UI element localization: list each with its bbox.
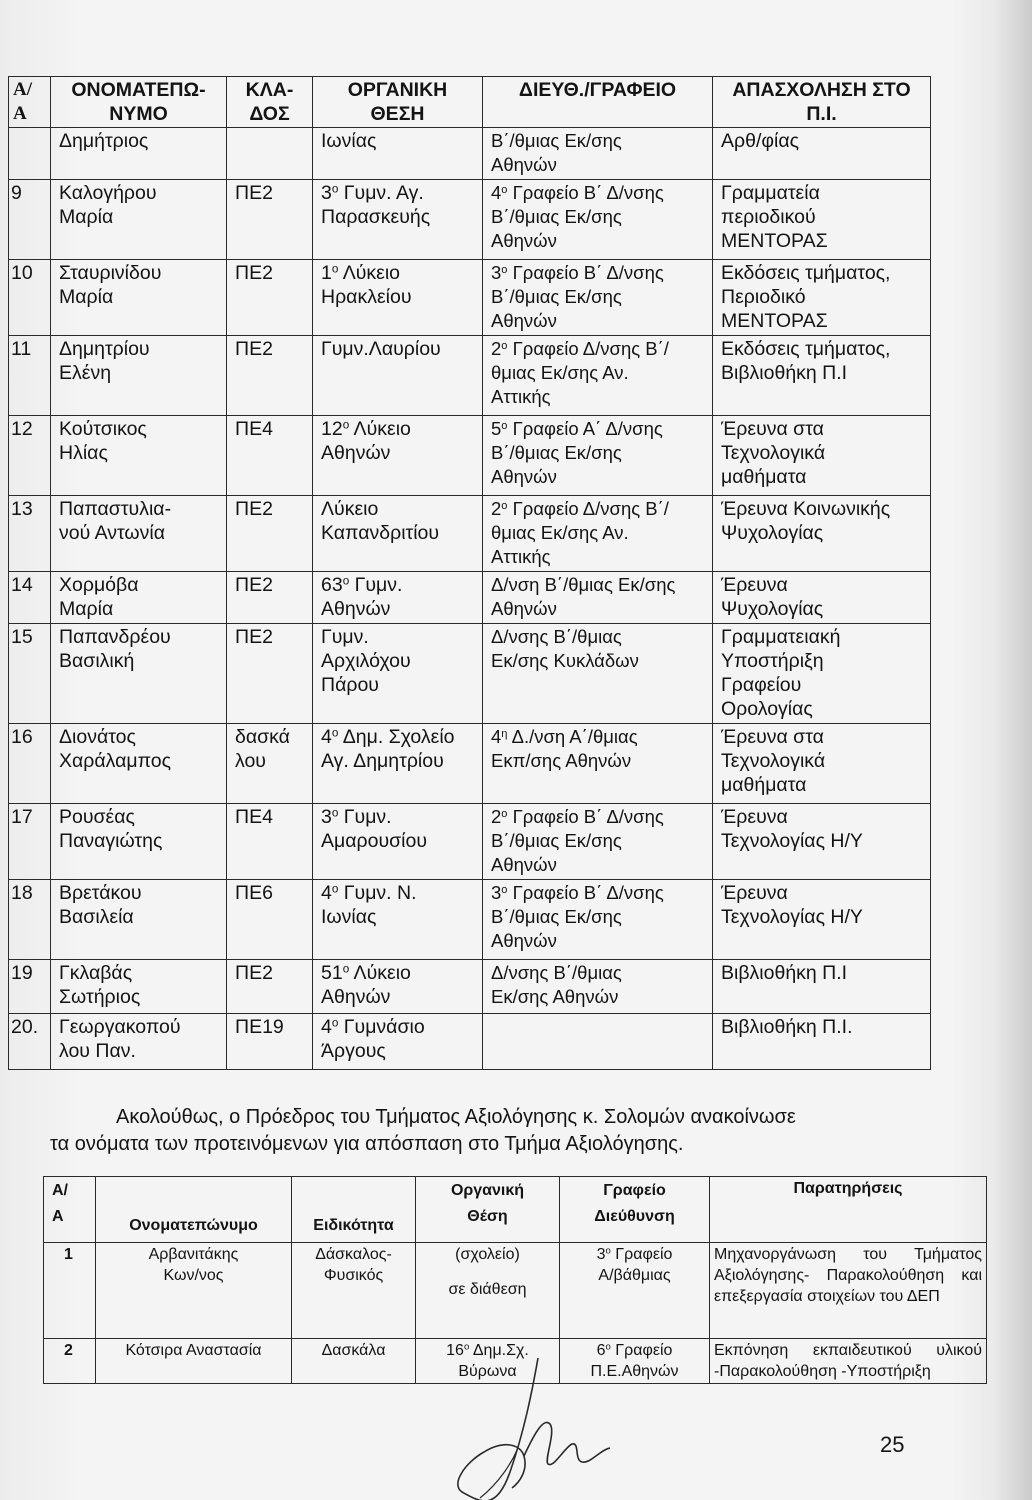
cell-name: Παπανδρέου Βασιλική [51, 624, 227, 724]
cell-office: Δ/νση Β΄/θμιας Εκ/σης Αθηνών [483, 572, 713, 624]
cell-name: Βρετάκου Βασιλεία [51, 880, 227, 960]
cell-klados: ΠΕ2 [227, 260, 313, 336]
header2-spec: Ειδικότητα [292, 1177, 416, 1243]
header-office: ΔΙΕΥΘ./ΓΡΑΦΕΙΟ [483, 77, 713, 128]
cell-aa: 18 [9, 880, 51, 960]
cell-klados: ΠΕ6 [227, 880, 313, 960]
cell-work: Έρευνα στα Τεχνολογικά μαθήματα [713, 416, 931, 496]
cell-thesi: $1^o$ Λύκειο Ηρακλείου [313, 260, 483, 336]
header2-aa: Α/ Α [44, 1177, 96, 1243]
staff-table [8, 76, 931, 1070]
table-row [9, 260, 931, 336]
cell-work: Έρευνα Τεχνολογίας Η/Υ [713, 880, 931, 960]
page-edge-shadow [992, 0, 1032, 1500]
table-row [9, 804, 931, 880]
cell-klados: ΠΕ2 [227, 572, 313, 624]
page-number: 25 [880, 1432, 905, 1457]
cell-office [483, 1014, 713, 1070]
cell-thesi: $51^o$ Λύκειο Αθηνών [313, 960, 483, 1014]
cell2-name: Κότσιρα Αναστασία [96, 1339, 292, 1384]
cell-name: Δημήτριος [51, 128, 227, 180]
cell-thesi: $4^o$ Γυμν. Ν. Ιωνίας [313, 880, 483, 960]
announcement-line-2: τα ονόματα των προτεινόμενων για απόσπαση στο Τμήμα Αξιολόγησης. [50, 1133, 684, 1155]
cell-name: Χορμόβα Μαρία [51, 572, 227, 624]
cell-klados: δασκά λου [227, 724, 313, 804]
cell-klados: ΠΕ2 [227, 336, 313, 416]
cell-work: Γραμματειακή Υποστήριξη Γραφείου Ορολογίας [713, 624, 931, 724]
cell-aa: 20. [9, 1014, 51, 1070]
table-row [9, 572, 931, 624]
cell-aa: 13 [9, 496, 51, 572]
header2-notes: Παρατηρήσεις [710, 1177, 987, 1243]
cell2-spec: Δάσκαλος- Φυσικός [292, 1243, 416, 1339]
handwritten-signature [440, 1352, 640, 1500]
cell-office: $2^o$ Γραφείο Δ/νσης Β΄/ θμιας Εκ/σης Αν. Αττικής [483, 336, 713, 416]
cell-work: Εκδόσεις τμήματος, Περιοδικό ΜΕΝΤΟΡΑΣ [713, 260, 931, 336]
cell-name: Γκλαβάς Σωτήριος [51, 960, 227, 1014]
table-row [44, 1243, 987, 1339]
cell-klados: ΠΕ2 [227, 960, 313, 1014]
cell-klados: ΠΕ19 [227, 1014, 313, 1070]
cell-thesi: $12^o$ Λύκειο Αθηνών [313, 416, 483, 496]
cell-klados: ΠΕ2 [227, 496, 313, 572]
table-row [9, 1014, 931, 1070]
cell-work: Αρθ/φίας [713, 128, 931, 180]
cell-thesi: $63^o$ Γυμν. Αθηνών [313, 572, 483, 624]
header2-office: Γραφείο Διεύθυνση [560, 1177, 710, 1243]
cell-thesi: $4^o$ Γυμνάσιο Άργους [313, 1014, 483, 1070]
cell-office: $2^o$ Γραφείο Δ/νσης Β΄/ θμιας Εκ/σης Αν. Αττικής [483, 496, 713, 572]
cell-name: Καλογήρου Μαρία [51, 180, 227, 260]
cell-work: Έρευνα Κοινωνικής Ψυχολογίας [713, 496, 931, 572]
cell2-spec: Δασκάλα [292, 1339, 416, 1384]
cell-thesi: Λύκειο Καπανδριτίου [313, 496, 483, 572]
table-row [9, 128, 931, 180]
table-row [9, 416, 931, 496]
announcement-line-1: Ακολούθως, ο Πρόεδρος του Τμήματος Αξιολόγησης κ. Σολομών ανακοίνωσε [116, 1106, 796, 1128]
cell-office: $4^o$ Γραφείο Β΄ Δ/νσης Β΄/θμιας Εκ/σης Αθηνών [483, 180, 713, 260]
cell-office: $2^o$ Γραφείο Β΄ Δ/νσης Β΄/θμιας Εκ/σης Αθηνών [483, 804, 713, 880]
cell-aa: 9 [9, 180, 51, 260]
cell-office: Δ/νσης Β΄/θμιας Εκ/σης Κυκλάδων [483, 624, 713, 724]
secondment-table-header [44, 1177, 987, 1243]
cell-name: Σταυρινίδου Μαρία [51, 260, 227, 336]
cell-thesi: Ιωνίας [313, 128, 483, 180]
staff-table-body [9, 128, 931, 1070]
cell-klados: ΠΕ2 [227, 180, 313, 260]
table-row [9, 180, 931, 260]
cell-klados: ΠΕ2 [227, 624, 313, 724]
cell-name: Δημητρίου Ελένη [51, 336, 227, 416]
cell-work: Βιβλιοθήκη Π.Ι [713, 960, 931, 1014]
cell-aa [9, 128, 51, 180]
cell-aa: 15 [9, 624, 51, 724]
cell-thesi: Γυμν.Λαυρίου [313, 336, 483, 416]
cell-klados [227, 128, 313, 180]
header2-name: Ονοματεπώνυμο [96, 1177, 292, 1243]
cell-office: Β΄/θμιας Εκ/σης Αθηνών [483, 128, 713, 180]
cell-office: $3^o$ Γραφείο Β΄ Δ/νσης Β΄/θμιας Εκ/σης Αθηνών [483, 260, 713, 336]
cell2-thesi: (σχολείο) σε διάθεση [416, 1243, 560, 1339]
cell-thesi: $4^o$ Δημ. Σχολείο Αγ. Δημητρίου [313, 724, 483, 804]
cell-work: Εκδόσεις τμήματος, Βιβλιοθήκη Π.Ι [713, 336, 931, 416]
cell-thesi: Γυμν. Αρχιλόχου Πάρου [313, 624, 483, 724]
cell-name: Παπαστυλια- νού Αντωνία [51, 496, 227, 572]
cell-work: Έρευνα Ψυχολογίας [713, 572, 931, 624]
cell2-office: $6^o$ Γραφείο Π.Ε.Αθηνών [560, 1339, 710, 1384]
cell-name: Ρουσέας Παναγιώτης [51, 804, 227, 880]
cell-work: Βιβλιοθήκη Π.Ι. [713, 1014, 931, 1070]
table-row [9, 624, 931, 724]
cell-aa: 19 [9, 960, 51, 1014]
cell-thesi: $3^o$ Γυμν. Αμαρουσίου [313, 804, 483, 880]
cell-aa: 16 [9, 724, 51, 804]
cell-work: Έρευνα στα Τεχνολογικά μαθήματα [713, 724, 931, 804]
header-work: ΑΠΑΣΧΟΛΗΣΗ ΣΤΟ Π.Ι. [713, 77, 931, 128]
cell-name: Γεωργακοπού λου Παν. [51, 1014, 227, 1070]
cell2-notes: Μηχανοργάνωση του Τμήματος Αξιολόγησης- Παρακολούθηση και επεξεργασία στοιχείων του ΔΕΠ [710, 1243, 987, 1339]
cell-aa: 10 [9, 260, 51, 336]
cell2-office: $3^o$ Γραφείο Α/βάθμιας [560, 1243, 710, 1339]
header2-thesi: Οργανική Θέση [416, 1177, 560, 1243]
cell-office: $3^o$ Γραφείο Β΄ Δ/νσης Β΄/θμιας Εκ/σης Αθηνών [483, 880, 713, 960]
cell-office: $4^\eta$ Δ./νση Α΄/θμιας Εκπ/σης Αθηνών [483, 724, 713, 804]
cell-name: Κούτσικος Ηλίας [51, 416, 227, 496]
header-thesi: ΟΡΓΑΝΙΚΗ ΘΕΣΗ [313, 77, 483, 128]
cell-thesi: $3^o$ Γυμν. Αγ. Παρασκευής [313, 180, 483, 260]
header-name: ΟΝΟΜΑΤΕΠΩ- ΝΥΜΟ [51, 77, 227, 128]
cell-office: $5^o$ Γραφείο Α΄ Δ/νσης Β΄/θμιας Εκ/σης Αθηνών [483, 416, 713, 496]
table-row [9, 960, 931, 1014]
header-aa: Α/ Α [9, 77, 51, 128]
cell-name: Διονάτος Χαράλαμπος [51, 724, 227, 804]
header-klados: ΚΛΑ- ΔΟΣ [227, 77, 313, 128]
cell2-aa: 1 [44, 1243, 96, 1339]
cell2-name: Αρβανιτάκης Κων/νος [96, 1243, 292, 1339]
table-row [9, 496, 931, 572]
cell-klados: ΠΕ4 [227, 804, 313, 880]
cell-aa: 17 [9, 804, 51, 880]
staff-table-header [9, 77, 931, 128]
table-row [9, 336, 931, 416]
cell-office: Δ/νσης Β΄/θμιας Εκ/σης Αθηνών [483, 960, 713, 1014]
table-row [9, 880, 931, 960]
cell2-thesi: $16^o$ Δημ.Σχ. Βύρωνα [416, 1339, 560, 1384]
announcement-paragraph [50, 1104, 930, 1158]
cell-work: Γραμματεία περιοδικού ΜΕΝΤΟΡΑΣ [713, 180, 931, 260]
cell-klados: ΠΕ4 [227, 416, 313, 496]
table-row [9, 724, 931, 804]
cell-work: Έρευνα Τεχνολογίας Η/Υ [713, 804, 931, 880]
cell-aa: 14 [9, 572, 51, 624]
cell2-aa: 2 [44, 1339, 96, 1384]
cell-aa: 11 [9, 336, 51, 416]
cell2-notes: Εκπόνηση εκπαιδευτικού υλικού -Παρακολούθηση -Υποστήριξη [710, 1339, 987, 1384]
cell-aa: 12 [9, 416, 51, 496]
